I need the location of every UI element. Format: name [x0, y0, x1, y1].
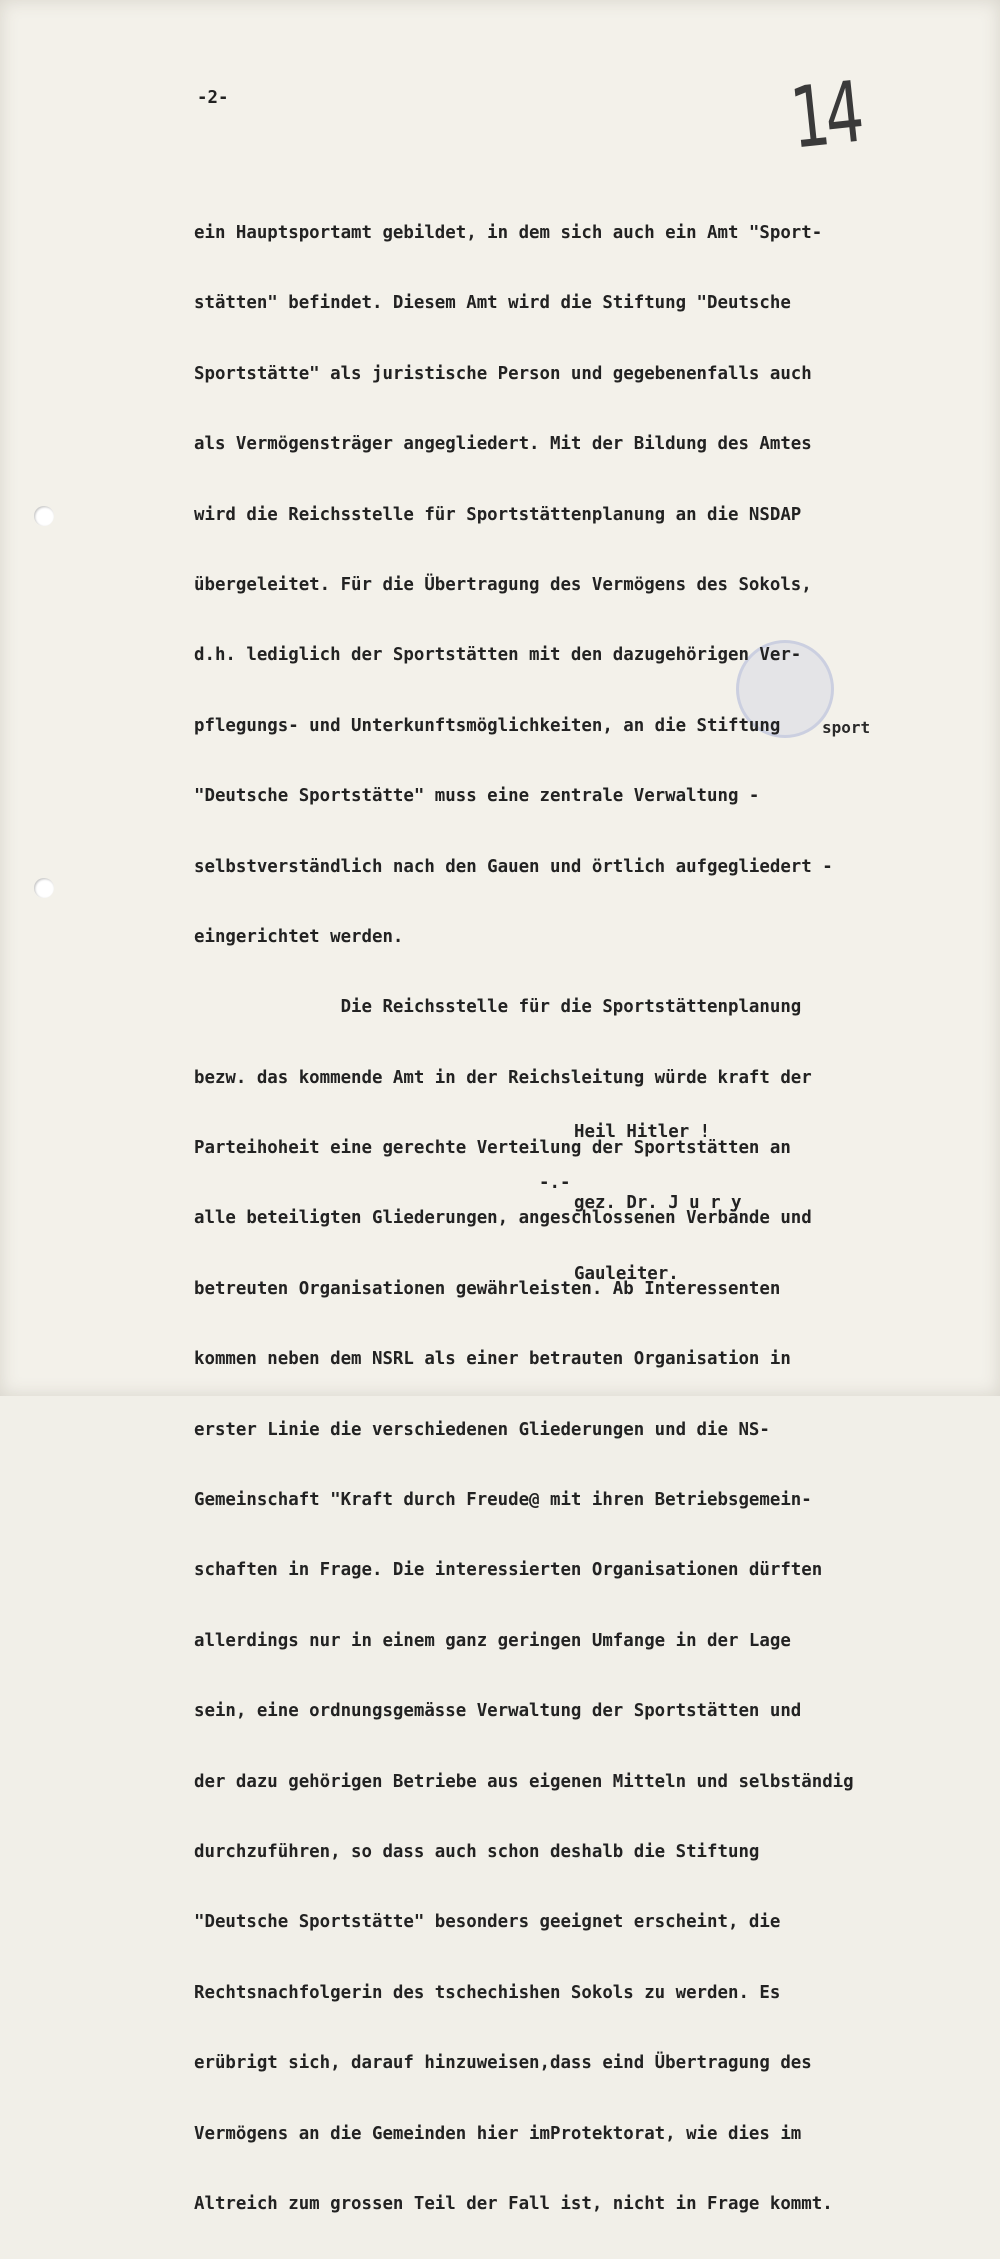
- text-line: stätten" befindet. Diesem Amt wird die Stiftung "Deutsche: [194, 293, 791, 314]
- text-line: erster Linie die verschiedenen Gliederungen und die NS-: [194, 1419, 770, 1440]
- text-line: "Deutsche Sportstätte" muss eine zentrale Verwaltung -: [194, 786, 760, 807]
- text-line: bezw. das kommende Amt in der Reichsleitung würde kraft der: [194, 1067, 812, 1088]
- closing-signature: gez. Dr. J u r y: [574, 1193, 742, 1213]
- text-line: selbstverständlich nach den Gauen und örtlich aufgegliedert -: [194, 856, 833, 877]
- text-line: Parteihoheit eine gerechte Verteilung der Sportstätten an: [194, 1138, 791, 1159]
- text-line: Altreich zum grossen Teil der Fall ist, nicht in Frage kommt.: [194, 2193, 833, 2214]
- text-line: betreuten Organisationen gewährleisten. Ab Interessenten: [194, 1278, 781, 1299]
- text-line: Vermögens an die Gemeinden hier imProtektorat, wie dies im: [194, 2123, 802, 2144]
- text-line: erübrigt sich, darauf hinzuweisen,dass eind Übertragung des: [194, 2053, 812, 2074]
- text-line: schaften in Frage. Die interessierten Organisationen dürften: [194, 1560, 823, 1581]
- closing-greeting: Heil Hitler !: [574, 1122, 711, 1142]
- typed-insertion: sport: [822, 718, 871, 737]
- text-line: pflegungs- und Unterkunftsmöglichkeiten, an die Stiftung: [194, 715, 781, 736]
- text-line: Gemeinschaft "Kraft durch Freude@ mit ihren Betriebsgemein-: [194, 1490, 812, 1511]
- text-line: wird die Reichsstelle für Sportstättenplanung an die NSDAP: [194, 504, 802, 525]
- text-line: Die Reichsstelle für die Sportstättenplanung: [194, 997, 802, 1018]
- text-line: d.h. lediglich der Sportstätten mit den dazugehörigen Ver-: [194, 645, 802, 666]
- page-number: -2-: [197, 88, 229, 108]
- text-line: Sportstätte" als juristische Person und gegebenenfalls auch: [194, 363, 812, 384]
- handwritten-folio-number: 14: [786, 62, 865, 168]
- text-line: übergeleitet. Für die Übertragung des Vermögens des Sokols,: [194, 574, 812, 595]
- text-line: sein, eine ordnungsgemässe Verwaltung der Sportstätten und: [194, 1701, 802, 1722]
- text-line: ein Hauptsportamt gebildet, in dem sich auch ein Amt "Sport-: [194, 223, 823, 243]
- text-line: alle beteiligten Gliederungen, angeschlossenen Verbände und: [194, 1208, 812, 1229]
- closing-title: Gauleiter.: [574, 1264, 679, 1284]
- text-line: als Vermögensträger angegliedert. Mit der Bildung des Amtes: [194, 434, 812, 455]
- end-mark: -.-: [539, 1173, 571, 1193]
- text-line: eingerichtet werden.: [194, 926, 404, 947]
- text-line: "Deutsche Sportstätte" besonders geeignet erscheint, die: [194, 1912, 781, 1933]
- closing-block: [574, 1077, 742, 1330]
- text-line: durchzuführen, so dass auch schon deshalb die Stiftung: [194, 1841, 760, 1862]
- text-line: kommen neben dem NSRL als einer betrauten Organisation in: [194, 1349, 791, 1370]
- punch-hole-bottom: [34, 878, 54, 898]
- punch-hole-top: [34, 506, 54, 526]
- text-line: Rechtsnachfolgerin des tschechishen Sokols zu werden. Es: [194, 1982, 781, 2003]
- text-line: der dazu gehörigen Betriebe aus eigenen Mitteln und selbständig: [194, 1771, 854, 1792]
- text-line: allerdings nur in einem ganz geringen Umfange in der Lage: [194, 1630, 791, 1651]
